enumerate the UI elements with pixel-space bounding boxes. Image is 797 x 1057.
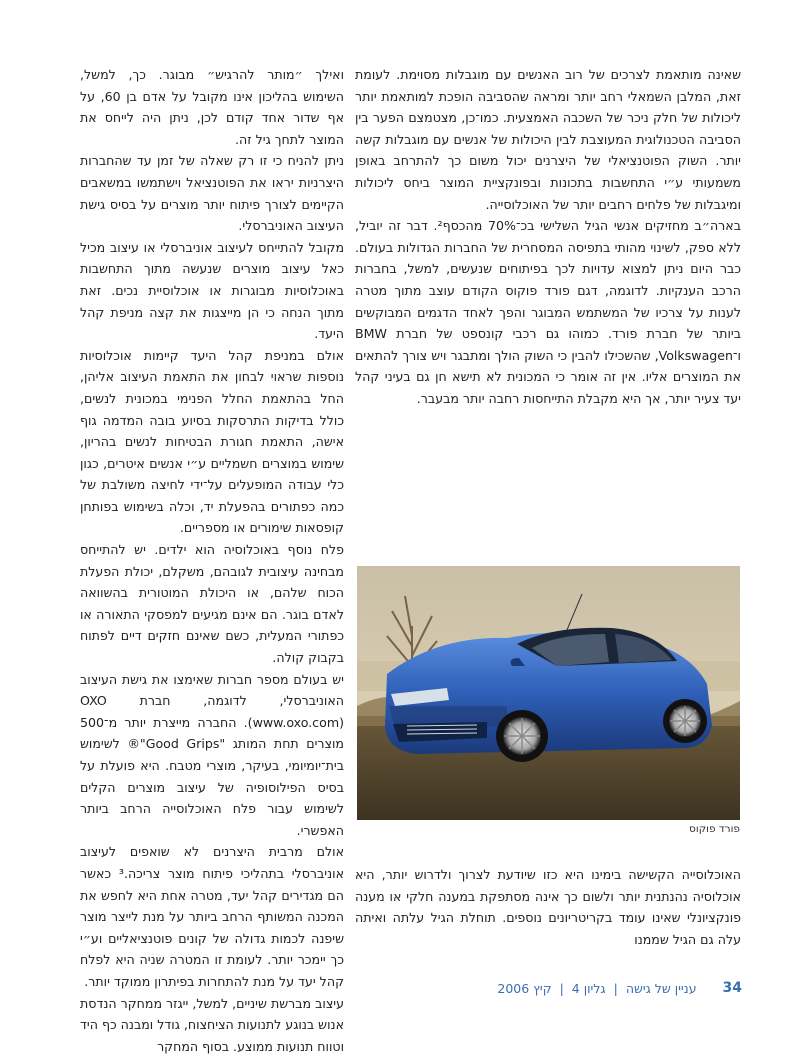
page-number: 34 bbox=[722, 980, 742, 996]
right-column-bottom bbox=[355, 864, 741, 950]
issue-number: גליון 4 bbox=[571, 980, 606, 996]
season-year: קיץ 2006 bbox=[497, 980, 552, 996]
paragraph: שאינה מותאמת לצרכים של רוב האנשים עם מוגבלות מסוימת. לעומת זאת, המלבן השמאלי רחב יותר ומראה שהסביבה הופכת למותאמת יותר ליכולות של חלק ניכר של השכבה האמצעית. כמו־כן, מצטמצם הפער בין הסביבה הטכנולוגית המעוצבת לבין היכולות של אנשים עם מוגבלות קשה יותר. השוק הפוטנציאלי של היצרנים יכול משום כך להתרחב באופן משמעותי ע״י התחשבות בתכונות ובפונקציית המוצר ביחס ליכולות ומיגבלות של פלחים רחבים יותר של האוכלוסייה. bbox=[355, 67, 741, 212]
magazine-name: עניין של גישה bbox=[625, 980, 697, 996]
paragraph: בארה״ב מחזיקים אנשי הגיל השלישי בכ־70% מהכסף². דבר זה יוביל, ללא ספק, לשינוי מהותי בתפיסה המסחרית של החברות הגדולות בעולם. כבר היום ניתן למצוא עדויות לכך בפיתוחים שנעשים, למשל, בחברות הרכב הענקיות. לדוגמה, דגם פורד פוקוס הקודם עוצב מתוך מטרה לענות על צרכיו של המשתמש המבוגר והפך לאחד הדגמים המבוקשים ביותר של חברת פורד. כמוהו גם רכבי קונספט של חברת BMW ו־Volkswagen, שהשכילו להבין כי השוק הולך ומתבגר ויש צורך להתאים את המוצרים אליו. אין זה אומר כי המכונית לא תישא חן גם בעיני קהל יעד צעיר יותר, אך היא מקבלת התייחסות רחבה יותר מבעבר. bbox=[355, 218, 741, 406]
paragraph: מקובל להתייחס לעיצוב אוניברסלי או עיצוב מכיל כאל עיצוב מוצרים שנעשה מתוך התחשבות באוכלוסיות מבוגרות או אוכלוסיית נכים. זאת מתוך הנחה כי הן מייצגות את קצה מניפת קהל היעד. bbox=[80, 239, 344, 342]
paragraph: ניתן להניח כי זו רק שאלה של זמן עד שהחברות היצרניות יראו את הפוטנציאל וישתמשו במשאבים הקיימים לצורך פיתוח יותר מוצרים על בסיס גישת העיצוב האוניברסלי. bbox=[80, 153, 344, 234]
ford-focus-image bbox=[357, 566, 740, 820]
page-footer bbox=[470, 978, 742, 998]
paragraph: אולם במניפת קהל היעד קיימות אוכלוסיות נוספות שראוי לבחון את התאמת העיצוב אליהן, החל בהתאמת החלל הפנימי במכונית לנשים, כולל בדיקות התרסקות בסיוע בובה המדמה גוף אישה, התאמת חגורת הבטיחות לנשים בהריון, שימוש במוצרים חשמליים ע״י אנשים איטרים, כגון כלי עבודה המופעלים על־ידי לחיצה משולבת של כמה כפתורים בהפעלת יד, וכלה בשימוש בפותחן קופסאות שימורים או מספריים. bbox=[80, 347, 344, 536]
paragraph: עיצוב מברשת שיניים, למשל, ייגזר ממחקר הנדסת אנוש בנוגע לתנועות הציחצוח, גודל ומבנה כף היד וטווח תנועות ממוצע. בסוף המחקר bbox=[80, 995, 344, 1054]
paragraph: פלח נוסף באוכלוסיה הוא ילדים. יש להתייחס מבחינה עיצובית לגובהם, משקלם, יכולת הפעלת הכוח שלהם, או היכולת המוטורית בהשוואה לאדם בוגר. הם אינם מגיעים למפסקי התאורה או כפתורי המעלית, כשם שאינם חזקים דיים לפתוח בקבוק קולה. bbox=[80, 542, 344, 666]
right-column bbox=[355, 64, 741, 410]
photo-caption: פורד פוקוס bbox=[689, 823, 740, 835]
paragraph: ואילך ״מותר להרגיש״ מבוגר. כך, למשל, השימוש בהליכון אינו מקובל על אדם בן 60, על אף שדור אחד קודם לכן, ניתן היה לייחס את המוצר לתחך גיל זה. bbox=[80, 67, 344, 147]
paragraph: האוכלוסייה הקשישה בימינו היא כזו שיודעת לצרוך ולדרוש יותר, היא אוכלוסיה נהנתנית יותר ולשום כך אינה מסתפקת במענה חלקי או מענה פונקציונלי שאינו עומד בקריטריונים נוספים. תוחלת הגיל עלתה ואיתה עלה גם הגיל שממנו bbox=[355, 867, 741, 947]
footer-separator: | bbox=[559, 980, 564, 996]
paragraph: אולם מרבית היצרנים לא שואפים לעיצוב אוניברסלי בתהליכי פיתוח מוצר צריכה.³ כאשר הם מגדירים קהל יעד, מטרה אחת היא לחפש את המכנה המשותף הרחב ביותר על מנת לייצר מוצר שיפנה לכמות גדולה של קונים פוטנציאליים וע״י כך יימכר יותר. לעומת זו המטרה שניה היא לפלח קהל יעד על מנת להתחרות בפיתרון ממוקד יותר. bbox=[80, 844, 344, 989]
paragraph: יש בעולם מספר חברות שאימצו את גישת העיצוב האוניברסלי, לדוגמה, חברת OXO (www.oxo.com). החברה מייצרת יותר מ־500 מוצרים תחת המותג "Good Grips"® לשימוש בית־יומיומי, בעיקר, מוצרי מטבח. היא פועלת על בסיס הפילוסופיה של עיצוב מוצרים הקלים לשימוש עבור פלח האוכלוסייה הרחב ביותר האפשרי. bbox=[80, 671, 344, 838]
left-column bbox=[80, 64, 344, 1057]
car-photo bbox=[357, 566, 740, 820]
footer-separator: | bbox=[613, 980, 618, 996]
